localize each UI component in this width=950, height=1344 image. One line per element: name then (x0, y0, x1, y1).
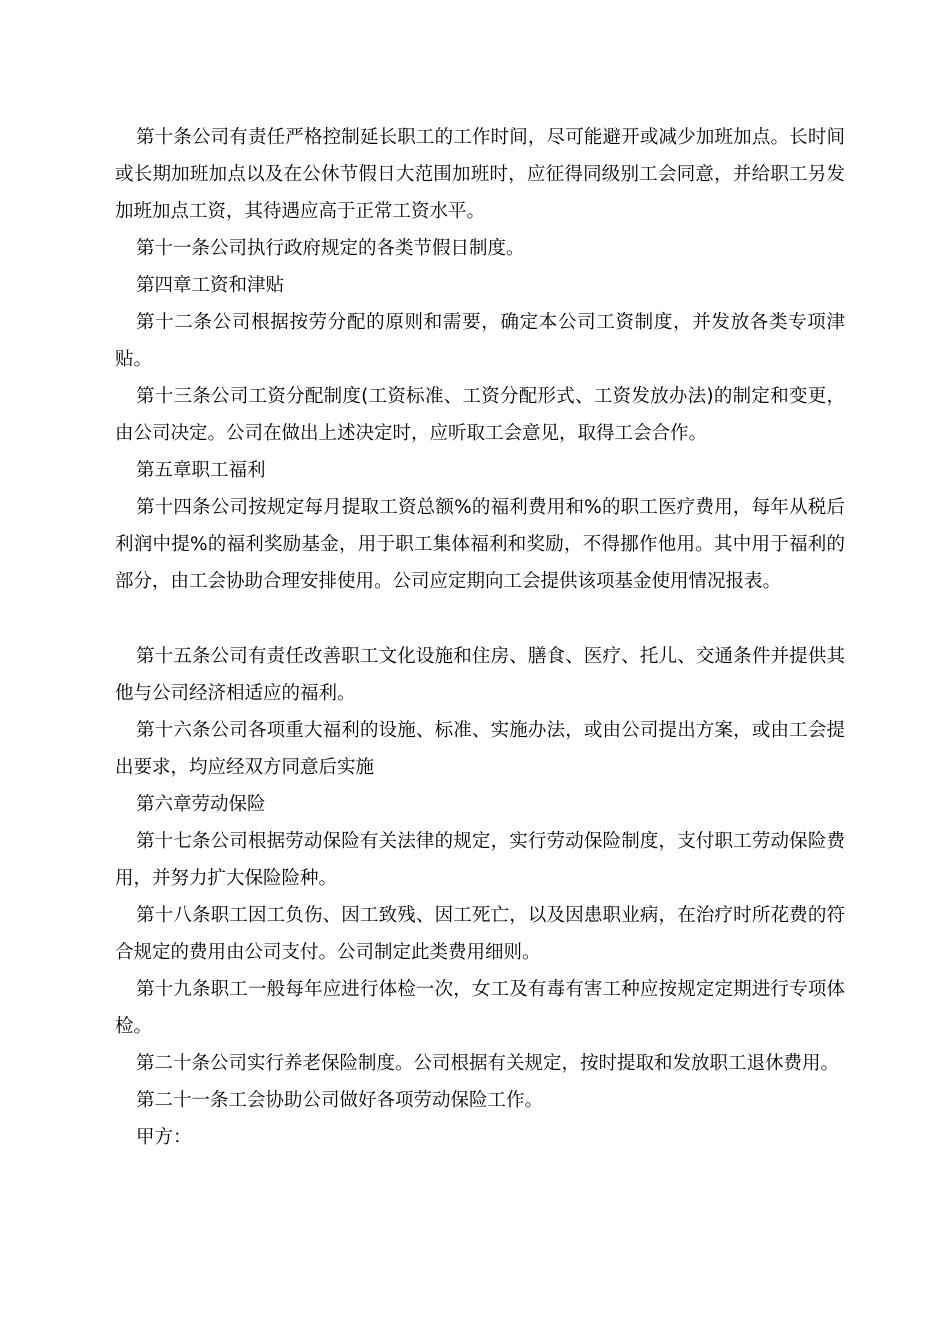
article-10: 第十条公司有责任严格控制延长职工的工作时间，尽可能避开或减少加班加点。长时间或长期加班加点以及在公休节假日大范围加班时，应征得同级别工会同意，并给职工另发加班加点工资，其待遇应高于正常工资水平。 (115, 127, 845, 222)
article-13: 第十三条公司工资分配制度(工资标准、工资分配形式、工资发放办法)的制定和变更，由公司决定。公司在做出上述决定时，应听取工会意见，取得工会合作。 (115, 386, 845, 444)
party-a-label: 甲方： (136, 1127, 192, 1148)
article-17: 第十七条公司根据劳动保险有关法律的规定，实行劳动保险制度，支付职工劳动保险费用，并努力扩大保险险种。 (115, 831, 845, 889)
article-21: 第二十一条工会协助公司做好各项劳动保险工作。 (136, 1090, 544, 1111)
article-18: 第十八条职工因工负伤、因工致残、因工死亡，以及因患职业病，在治疗时所花费的符合规定的费用由公司支付。公司制定此类费用细则。 (115, 905, 845, 963)
chapter-6-heading: 第六章劳动保险 (136, 794, 266, 815)
article-15: 第十五条公司有责任改善职工文化设施和住房、膳食、医疗、托儿、交通条件并提供其他与公司经济相适应的福利。 (115, 646, 845, 704)
chapter-5-heading: 第五章职工福利 (136, 460, 266, 481)
document-body (115, 119, 845, 1156)
article-14: 第十四条公司按规定每月提取工资总额%的福利费用和%的职工医疗费用，每年从税后利润中提%的福利奖励基金，用于职工集体福利和奖励，不得挪作他用。其中用于福利的部分，由工会协助合理安排使用。公司应定期向工会提供该项基金使用情况报表。 (115, 497, 845, 592)
article-12: 第十二条公司根据按劳分配的原则和需要，确定本公司工资制度，并发放各类专项津贴。 (115, 312, 845, 370)
article-11: 第十一条公司执行政府规定的各类节假日制度。 (136, 238, 525, 259)
article-19: 第十九条职工一般每年应进行体检一次，女工及有毒有害工种应按规定定期进行专项体检。 (115, 979, 845, 1037)
article-20: 第二十条公司实行养老保险制度。公司根据有关规定，按时提取和发放职工退休费用。 (136, 1053, 840, 1074)
article-16: 第十六条公司各项重大福利的设施、标准、实施办法，或由公司提出方案，或由工会提出要求，均应经双方同意后实施 (115, 720, 845, 778)
paragraph-gap (115, 600, 845, 638)
chapter-4-heading: 第四章工资和津贴 (136, 275, 285, 296)
